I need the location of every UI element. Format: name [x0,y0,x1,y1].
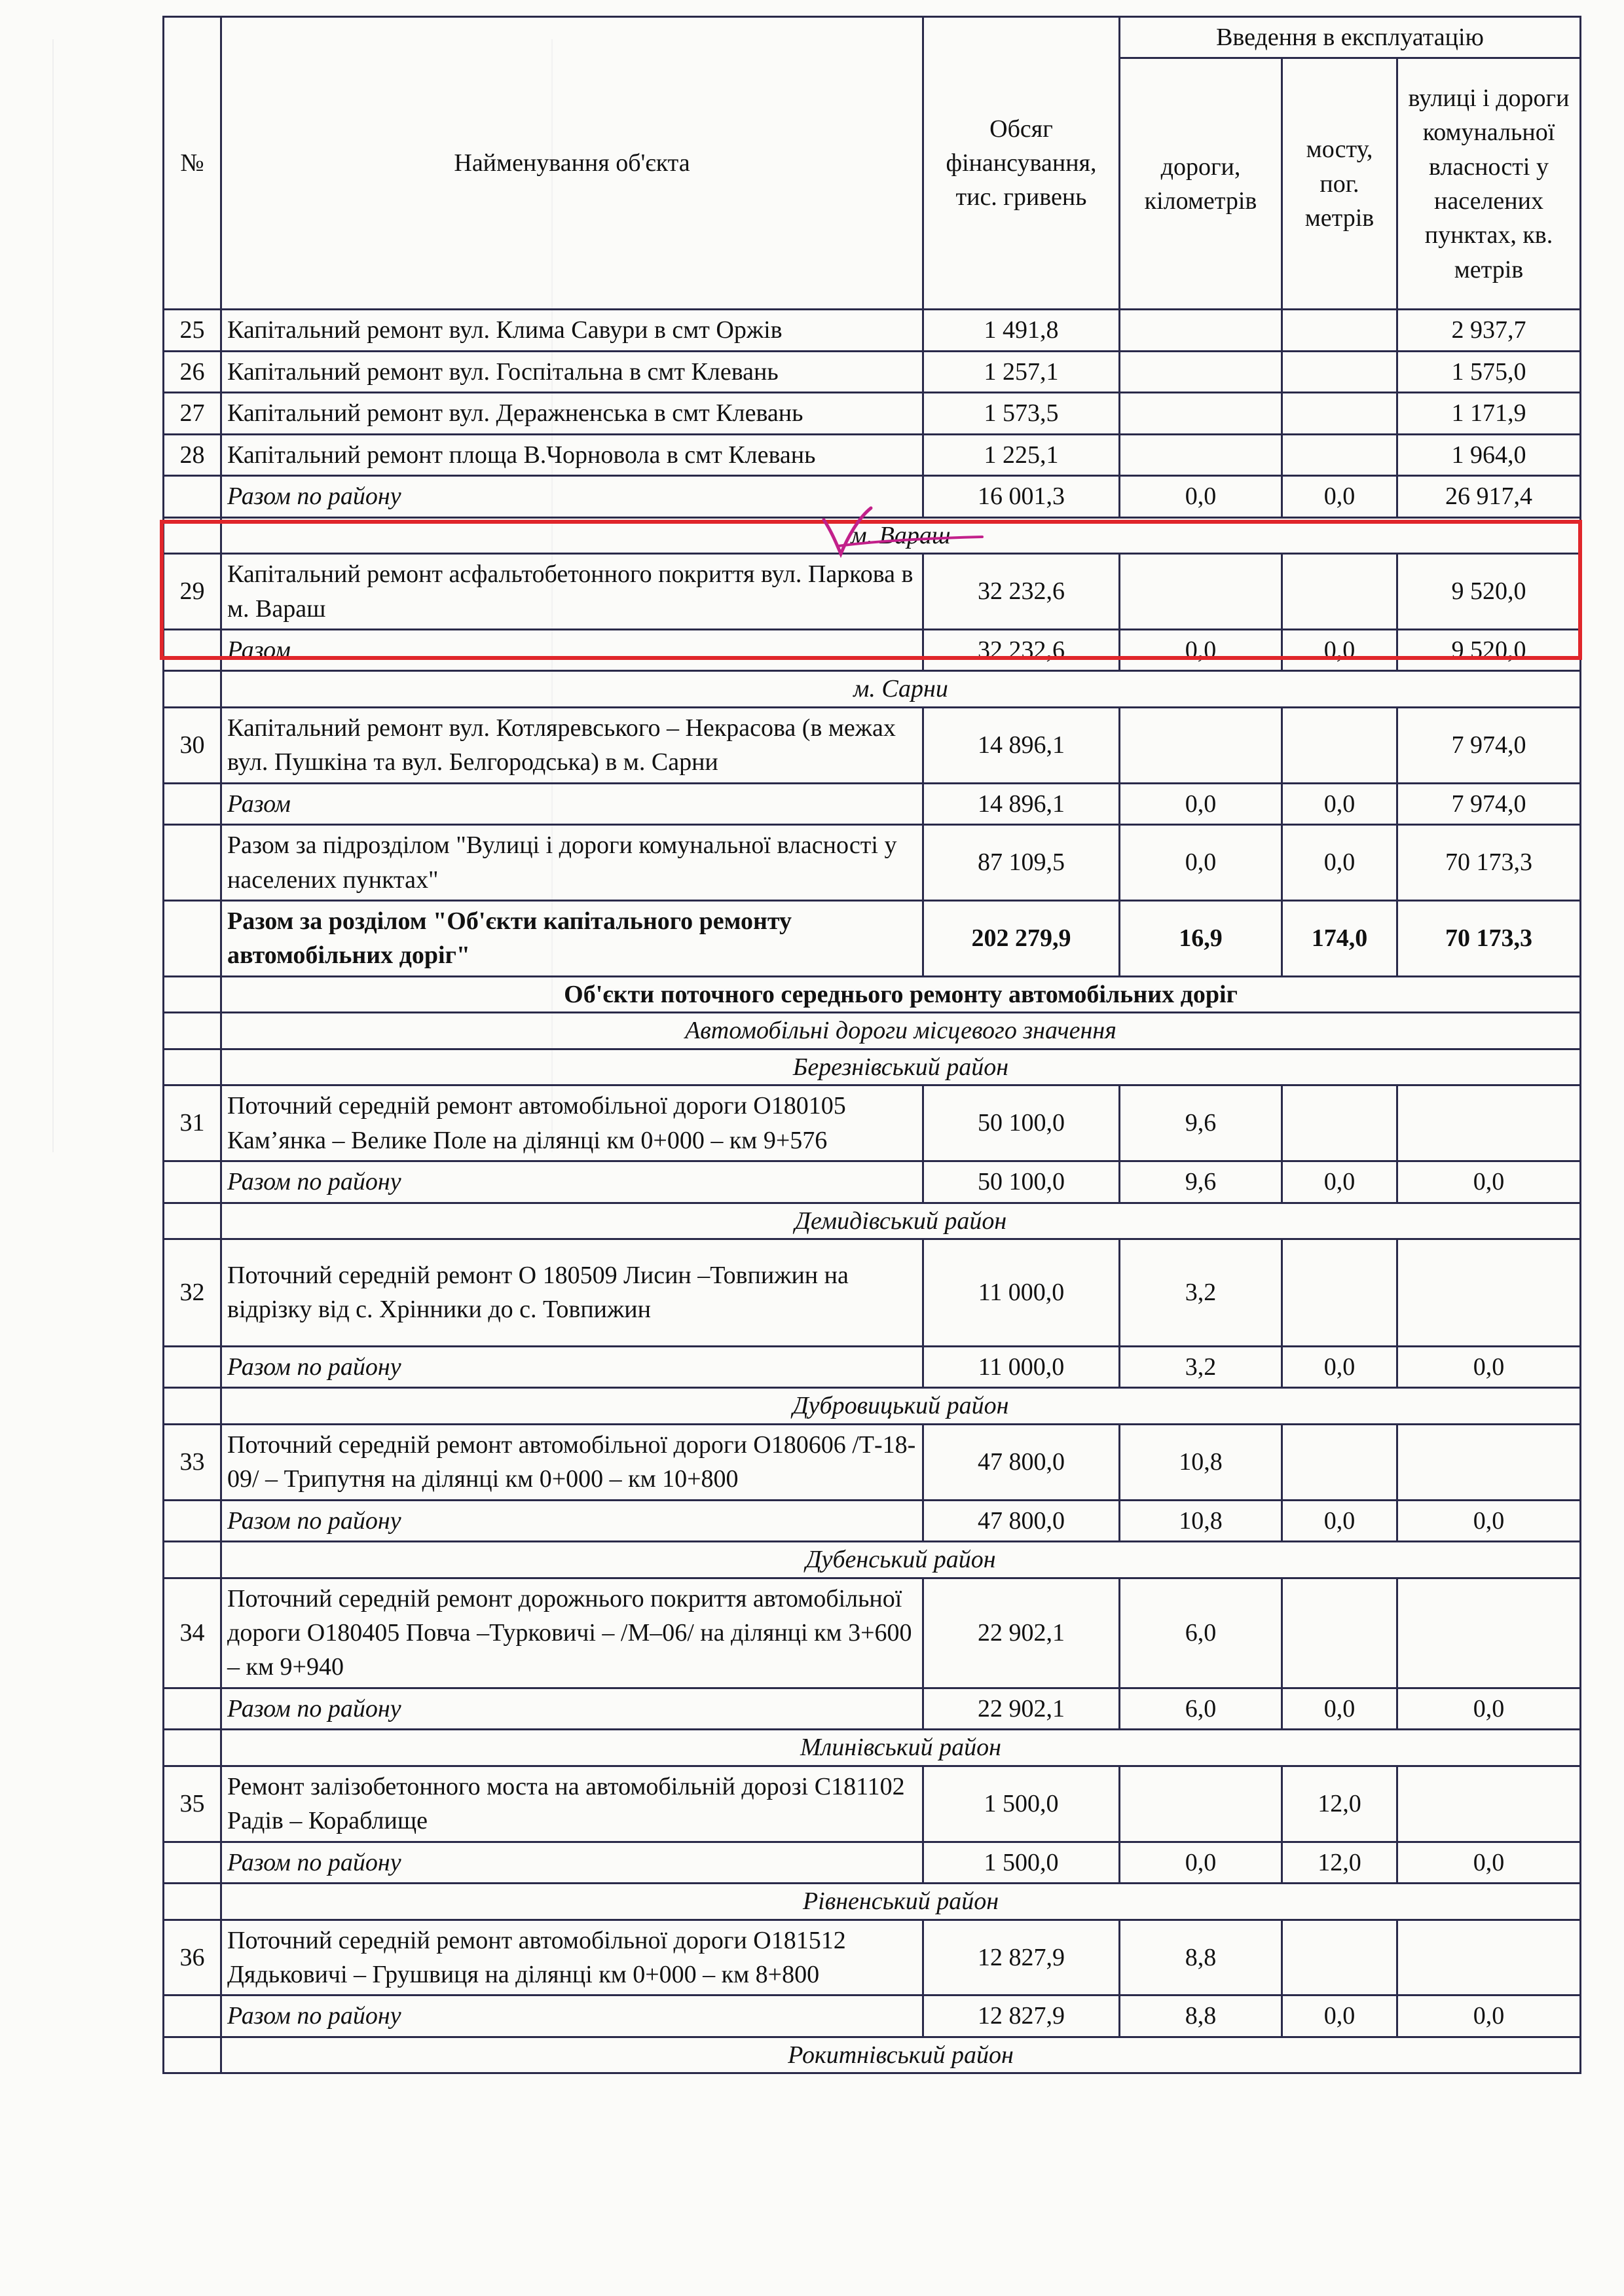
streets-value: 0,0 [1397,1500,1581,1541]
object-name: Поточний середній ремонт автомобільної дороги О180105 Кам’янка – Велике Поле на ділянці км 0+000 – км 9+576 [221,1085,923,1161]
district-title: Млинівський район [221,1730,1581,1766]
subheader-row [164,1049,1581,1085]
table-row-item [164,1766,1581,1842]
funding-value: 14 896,1 [923,707,1120,783]
bridges-value: 0,0 [1282,629,1397,670]
district-title: Рокитнівський район [221,2037,1581,2073]
funding-value: 32 232,6 [923,629,1120,670]
row-number-empty [164,825,221,901]
row-number-empty [164,783,221,824]
roads-value [1120,393,1282,434]
header-bridges: мосту, пог. метрів [1282,58,1397,310]
row-number-empty [164,1995,221,2037]
header-funding: Обсяг фінансування, тис. гривень [923,17,1120,310]
roads-value: 0,0 [1120,1842,1282,1883]
funding-value: 202 279,9 [923,901,1120,977]
row-number: 33 [164,1424,221,1500]
streets-value: 9 520,0 [1397,554,1581,630]
district-title: Автомобільні дороги місцевого значення [221,1013,1581,1049]
district-title: Дубровицький район [221,1388,1581,1424]
streets-value: 2 937,7 [1397,310,1581,351]
roads-value: 0,0 [1120,783,1282,824]
bridges-value: 0,0 [1282,825,1397,901]
section-title: Об'єкти поточного середнього ремонту автомобільних доріг [221,976,1581,1012]
section-header-row [164,976,1581,1012]
bridges-value [1282,310,1397,351]
funding-value: 1 500,0 [923,1842,1120,1883]
bridges-value [1282,1424,1397,1500]
table-row-total [164,629,1581,670]
roads-value: 0,0 [1120,476,1282,517]
subheader-row [164,1542,1581,1578]
funding-value: 12 827,9 [923,1995,1120,2037]
streets-value [1397,1424,1581,1500]
row-number: 29 [164,554,221,630]
table-row-item [164,351,1581,392]
streets-value: 26 917,4 [1397,476,1581,517]
table-row-item [164,1578,1581,1688]
row-number-empty [164,1500,221,1541]
row-number: 25 [164,310,221,351]
roads-value: 3,2 [1120,1346,1282,1387]
streets-value: 1 964,0 [1397,434,1581,475]
row-number: 34 [164,1578,221,1688]
row-number-empty [164,976,221,1012]
bridges-value [1282,1578,1397,1688]
total-label: Разом по району [221,1688,923,1729]
total-label: Разом за підрозділом "Вулиці і дороги комунальної власності у населених пунктах" [221,825,923,901]
streets-value [1397,1578,1581,1688]
streets-value: 1 575,0 [1397,351,1581,392]
bridges-value [1282,554,1397,630]
streets-value: 7 974,0 [1397,783,1581,824]
table-row-total [164,783,1581,824]
funding-value: 50 100,0 [923,1085,1120,1161]
row-number: 27 [164,393,221,434]
roads-value: 8,8 [1120,1995,1282,2037]
funding-value: 32 232,6 [923,554,1120,630]
table-row-total [164,825,1581,901]
table-row-total [164,901,1581,977]
streets-value: 0,0 [1397,1688,1581,1729]
streets-value [1397,1085,1581,1161]
row-number-empty [164,1542,221,1578]
total-label: Разом по району [221,476,923,517]
table-row-item [164,434,1581,475]
roads-value: 16,9 [1120,901,1282,977]
row-number: 36 [164,1920,221,1995]
bridges-value [1282,1085,1397,1161]
bridges-value: 0,0 [1282,1346,1397,1387]
table-row-total [164,1995,1581,2037]
object-name: Поточний середній ремонт автомобільної дороги О180606 /Т-18-09/ – Трипутня на ділянці км 0+000 – км 10+800 [221,1424,923,1500]
roads-value: 9,6 [1120,1161,1282,1203]
district-title: м. Вараш [221,517,1581,553]
row-number-empty [164,1013,221,1049]
table-row-total [164,1842,1581,1883]
streets-value: 7 974,0 [1397,707,1581,783]
row-number-empty [164,517,221,553]
roads-value: 9,6 [1120,1085,1282,1161]
table-row-item [164,1920,1581,1995]
funding-value: 22 902,1 [923,1688,1120,1729]
funding-value: 11 000,0 [923,1346,1120,1387]
row-number-empty [164,1346,221,1387]
total-label: Разом по району [221,1161,923,1203]
bridges-value: 12,0 [1282,1842,1397,1883]
bridges-value: 12,0 [1282,1766,1397,1842]
object-name: Ремонт залізобетонного моста на автомобільній дорозі С181102 Радів – Кораблище [221,1766,923,1842]
subheader-row [164,1388,1581,1424]
table-row-item [164,310,1581,351]
bridges-value [1282,1239,1397,1346]
table-row-item [164,393,1581,434]
roads-value [1120,554,1282,630]
table-row-item [164,1085,1581,1161]
row-number-empty [164,1884,221,1920]
funding-value: 14 896,1 [923,783,1120,824]
total-label: Разом по району [221,1346,923,1387]
roads-value [1120,434,1282,475]
row-number-empty [164,476,221,517]
total-label: Разом [221,629,923,670]
total-label: Разом по району [221,1842,923,1883]
row-number-empty [164,1049,221,1085]
bridges-value [1282,393,1397,434]
district-title: Рівненський район [221,1884,1581,1920]
subheader-row [164,2037,1581,2073]
roads-value [1120,351,1282,392]
table-body [164,310,1581,2073]
row-number: 32 [164,1239,221,1346]
header-roads: дороги, кілометрів [1120,58,1282,310]
roads-value: 6,0 [1120,1688,1282,1729]
object-name: Поточний середній ремонт автомобільної дороги О181512 Дядьковичі – Грушвиця на ділянці км 0+000 – км 8+800 [221,1920,923,1995]
table-header [164,17,1581,310]
subheader-row [164,1203,1581,1239]
row-number-empty [164,1842,221,1883]
row-number: 35 [164,1766,221,1842]
subheader-row [164,671,1581,707]
object-name: Капітальний ремонт площа В.Чорновола в смт Клевань [221,434,923,475]
row-number-empty [164,1688,221,1729]
table-row-item [164,1424,1581,1500]
roads-value [1120,1766,1282,1842]
streets-value [1397,1239,1581,1346]
row-number-empty [164,671,221,707]
row-number: 26 [164,351,221,392]
funding-value: 1 257,1 [923,351,1120,392]
roads-value: 0,0 [1120,825,1282,901]
object-name: Капітальний ремонт вул. Деражненська в смт Клевань [221,393,923,434]
total-label: Разом по району [221,1995,923,2037]
funding-value: 12 827,9 [923,1920,1120,1995]
row-number-empty [164,1730,221,1766]
table-row-item [164,554,1581,630]
funding-value: 1 573,5 [923,393,1120,434]
district-title: м. Сарни [221,671,1581,707]
streets-value: 9 520,0 [1397,629,1581,670]
roads-value: 10,8 [1120,1500,1282,1541]
object-name: Капітальний ремонт вул. Котляревського – Некрасова (в межах вул. Пушкіна та вул. Белгородська) в м. Сарни [221,707,923,783]
funding-value: 47 800,0 [923,1424,1120,1500]
bridges-value [1282,1920,1397,1995]
bridges-value: 0,0 [1282,1500,1397,1541]
object-name: Капітальний ремонт вул. Клима Савури в смт Оржів [221,310,923,351]
row-number-empty [164,629,221,670]
funding-value: 50 100,0 [923,1161,1120,1203]
roads-value [1120,707,1282,783]
funding-value: 47 800,0 [923,1500,1120,1541]
bridges-value [1282,351,1397,392]
funding-value: 11 000,0 [923,1239,1120,1346]
header-name: Найменування об'єкта [221,17,923,310]
roads-value: 8,8 [1120,1920,1282,1995]
object-name: Поточний середній ремонт О 180509 Лисин –Товпижин на відрізку від с. Хрінники до с. Товпижин [221,1239,923,1346]
roads-value: 6,0 [1120,1578,1282,1688]
table-row-item [164,1239,1581,1346]
streets-value: 70 173,3 [1397,901,1581,977]
row-number-empty [164,901,221,977]
table-row-item [164,707,1581,783]
header-no: № [164,17,221,310]
streets-value: 0,0 [1397,1161,1581,1203]
bridges-value [1282,707,1397,783]
bridges-value: 174,0 [1282,901,1397,977]
funding-value: 1 491,8 [923,310,1120,351]
bridges-value: 0,0 [1282,476,1397,517]
roads-value: 3,2 [1120,1239,1282,1346]
bridges-value: 0,0 [1282,1161,1397,1203]
streets-value: 1 171,9 [1397,393,1581,434]
funding-value: 16 001,3 [923,476,1120,517]
table-row-total [164,1500,1581,1541]
streets-value: 0,0 [1397,1842,1581,1883]
object-name: Капітальний ремонт вул. Госпітальна в смт Клевань [221,351,923,392]
row-number: 31 [164,1085,221,1161]
header-commissioning: Введення в експлуатацію [1120,17,1581,58]
bridges-value: 0,0 [1282,783,1397,824]
bridges-value: 0,0 [1282,1995,1397,2037]
funding-table [162,16,1581,2074]
table-row-total [164,1346,1581,1387]
district-title: Демидівський район [221,1203,1581,1239]
header-streets: вулиці і дороги комунальної власності у населених пунктах, кв. метрів [1397,58,1581,310]
funding-value: 22 902,1 [923,1578,1120,1688]
roads-value [1120,310,1282,351]
table-row-total [164,476,1581,517]
district-title: Дубенський район [221,1542,1581,1578]
funding-value: 1 500,0 [923,1766,1120,1842]
streets-value [1397,1920,1581,1995]
subheader-row [164,1730,1581,1766]
streets-value: 0,0 [1397,1995,1581,2037]
subheader-row [164,1013,1581,1049]
funding-value: 1 225,1 [923,434,1120,475]
total-label: Разом по району [221,1500,923,1541]
row-number-empty [164,1388,221,1424]
streets-value: 0,0 [1397,1346,1581,1387]
row-number-empty [164,2037,221,2073]
table-row-total [164,1688,1581,1729]
row-number: 28 [164,434,221,475]
object-name: Капітальний ремонт асфальтобетонного покриття вул. Паркова в м. Вараш [221,554,923,630]
row-number-empty [164,1161,221,1203]
bridges-value [1282,434,1397,475]
object-name: Поточний середній ремонт дорожнього покриття автомобільної дороги О180405 Повча –Турковичі – /М–06/ на ділянці км 3+600 – км 9+940 [221,1578,923,1688]
subheader-row [164,1884,1581,1920]
subheader-row [164,517,1581,553]
total-label: Разом за розділом "Об'єкти капітального ремонту автомобільних доріг" [221,901,923,977]
row-number-empty [164,1203,221,1239]
roads-value: 0,0 [1120,629,1282,670]
row-number: 30 [164,707,221,783]
bridges-value: 0,0 [1282,1688,1397,1729]
streets-value [1397,1766,1581,1842]
table-row-total [164,1161,1581,1203]
funding-value: 87 109,5 [923,825,1120,901]
district-title: Березнівський район [221,1049,1581,1085]
roads-value: 10,8 [1120,1424,1282,1500]
total-label: Разом [221,783,923,824]
streets-value: 70 173,3 [1397,825,1581,901]
